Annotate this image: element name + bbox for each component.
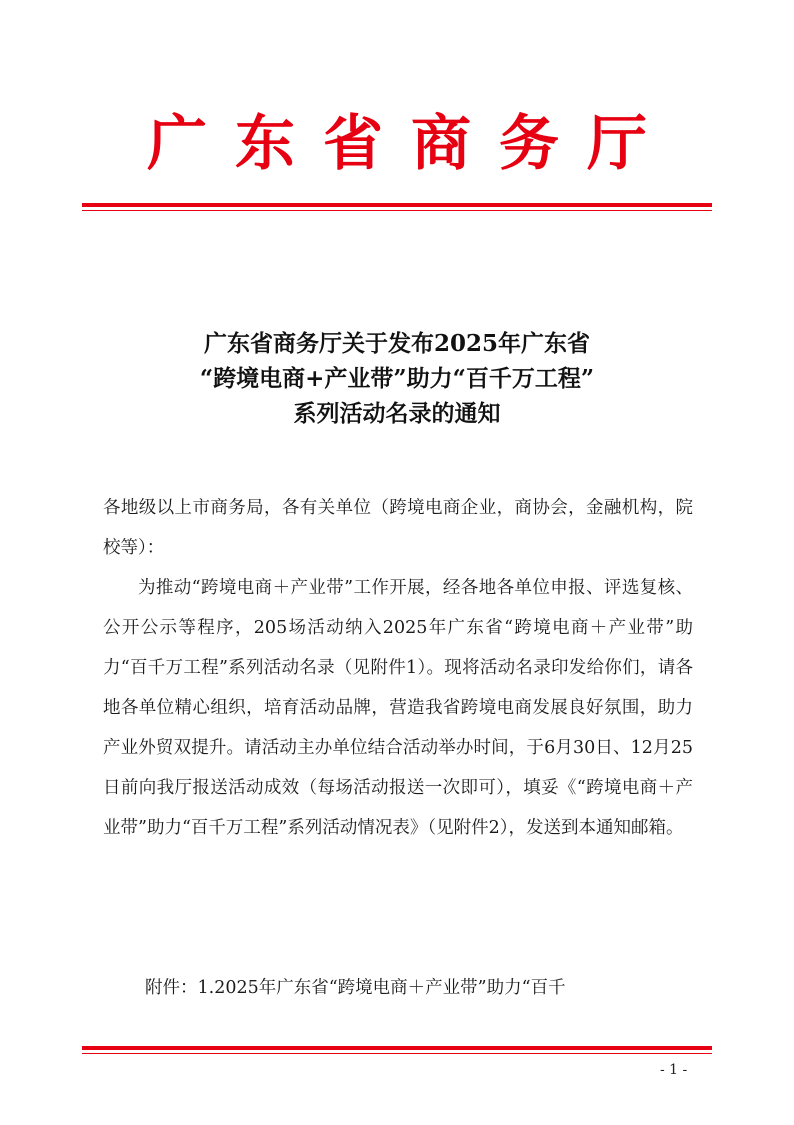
title-line-1: 广东省商务厅关于发布2025年广东省 — [203, 330, 590, 357]
attachment-line: 附件：1.2025年广东省“跨境电商＋产业带”助力“百千 — [145, 978, 566, 998]
divider-thick-line — [82, 203, 712, 207]
footer-divider-thin-line — [82, 1053, 712, 1054]
document-title — [0, 326, 794, 431]
title-line-3: 系列活动名录的通知 — [293, 400, 501, 427]
divider-thin-line — [82, 210, 712, 211]
title-line-2: “跨境电商+产业带”助力“百千万工程” — [199, 365, 595, 392]
page-number: - 1 - — [660, 1062, 688, 1078]
footer-divider — [82, 1046, 712, 1054]
footer-divider-thick-line — [82, 1046, 712, 1050]
letterhead-divider — [82, 203, 712, 211]
letterhead-org-name: 广东省商务厅 — [147, 109, 675, 179]
body-paragraph: 为推动“跨境电商＋产业带”工作开展，经各地各单位申报、评选复核、公开公示等程序，205场活动纳入2025年广东省“跨境电商＋产业带”助力“百千万工程”系列活动名录（见附件1）。现将活动名录印发给你们，请各地各单位精心组织，培育活动品牌，营造我省跨境电商发展良好氛围，助力产业外贸双提升。请活动主办单位结合活动举办时间，于6月30日、12月25日前向我厅报送活动成效（每场活动报送一次即可），填妥《“跨境电商＋产业带”助力“百千万工程”系列活动情况表》（见附件2），发送到本通知邮箱。 — [103, 578, 693, 838]
salutation: 各地级以上市商务局，各有关单位（跨境电商企业，商协会，金融机构，院校等）： — [103, 498, 693, 558]
